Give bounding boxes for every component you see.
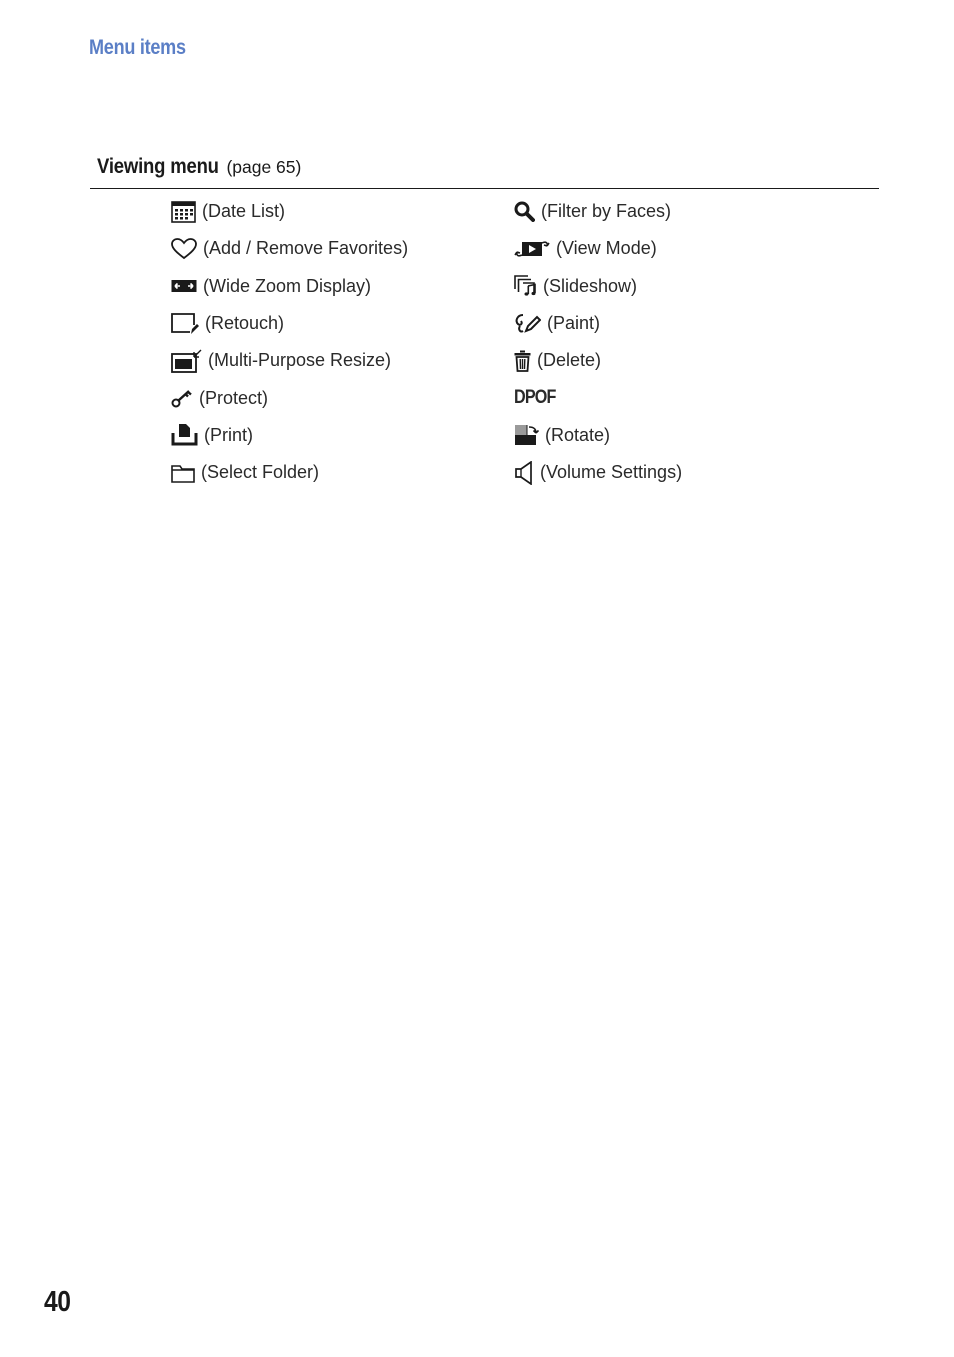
- trash-icon: [514, 350, 531, 372]
- key-icon: [171, 388, 193, 408]
- page-reference: (page 65): [226, 157, 302, 177]
- item-label: (Multi-Purpose Resize): [208, 350, 392, 371]
- left-menu-column: [171, 193, 408, 491]
- item-label: (Delete): [537, 350, 602, 371]
- viewing-menu-title: [97, 155, 301, 179]
- resize-icon: [171, 349, 202, 373]
- retouch-icon: [171, 313, 199, 335]
- folder-icon: [171, 463, 195, 483]
- list-item-paint: [514, 305, 682, 342]
- list-item-rotate: [514, 417, 682, 454]
- item-label: (Volume Settings): [540, 462, 683, 483]
- rotate-icon: [514, 424, 539, 446]
- item-label: (Add / Remove Favorites): [203, 238, 409, 259]
- item-label: (Protect): [199, 387, 269, 408]
- list-item-slideshow: [514, 268, 682, 305]
- slideshow-icon: [514, 275, 537, 297]
- wide-zoom-icon: [171, 278, 197, 294]
- list-item-delete: [514, 342, 682, 379]
- list-item-protect: [171, 379, 408, 416]
- list-item-print: [171, 417, 408, 454]
- right-menu-column: [514, 193, 682, 491]
- view-mode-icon: [514, 238, 550, 260]
- speaker-icon: [514, 461, 534, 485]
- item-label: (Paint): [547, 313, 601, 334]
- list-item-view-mode: [514, 230, 682, 267]
- dpof-icon: DPOF: [514, 387, 556, 409]
- item-label: (Slideshow): [543, 275, 638, 296]
- list-item-volume-settings: [514, 454, 682, 491]
- calendar-icon: [171, 201, 196, 223]
- item-label: (Select Folder): [201, 462, 320, 483]
- item-label: (Date List): [202, 201, 286, 222]
- list-item-wide-zoom: [171, 268, 408, 305]
- item-label: (Print): [204, 424, 253, 445]
- list-item-resize: [171, 342, 408, 379]
- menu-name: Viewing menu: [97, 155, 219, 178]
- item-label: (Retouch): [205, 313, 285, 334]
- list-item-date-list: [171, 193, 408, 230]
- item-label: (Filter by Faces): [541, 201, 672, 222]
- item-label: (Wide Zoom Display): [203, 275, 372, 296]
- list-item-select-folder: [171, 454, 408, 491]
- list-item-filter-by-faces: [514, 193, 682, 230]
- item-label: (View Mode): [556, 238, 657, 259]
- item-label: (Rotate): [545, 424, 611, 445]
- list-item-favorites: [171, 230, 408, 267]
- list-item-dpof: [514, 379, 682, 416]
- page-number: 40: [44, 1286, 71, 1318]
- list-item-retouch: [171, 305, 408, 342]
- heart-icon: [171, 238, 197, 260]
- section-header: Menu items: [89, 36, 186, 59]
- magnifier-icon: [514, 201, 535, 222]
- print-icon: [171, 423, 198, 447]
- title-rule: [90, 188, 879, 189]
- paint-icon: [514, 313, 541, 335]
